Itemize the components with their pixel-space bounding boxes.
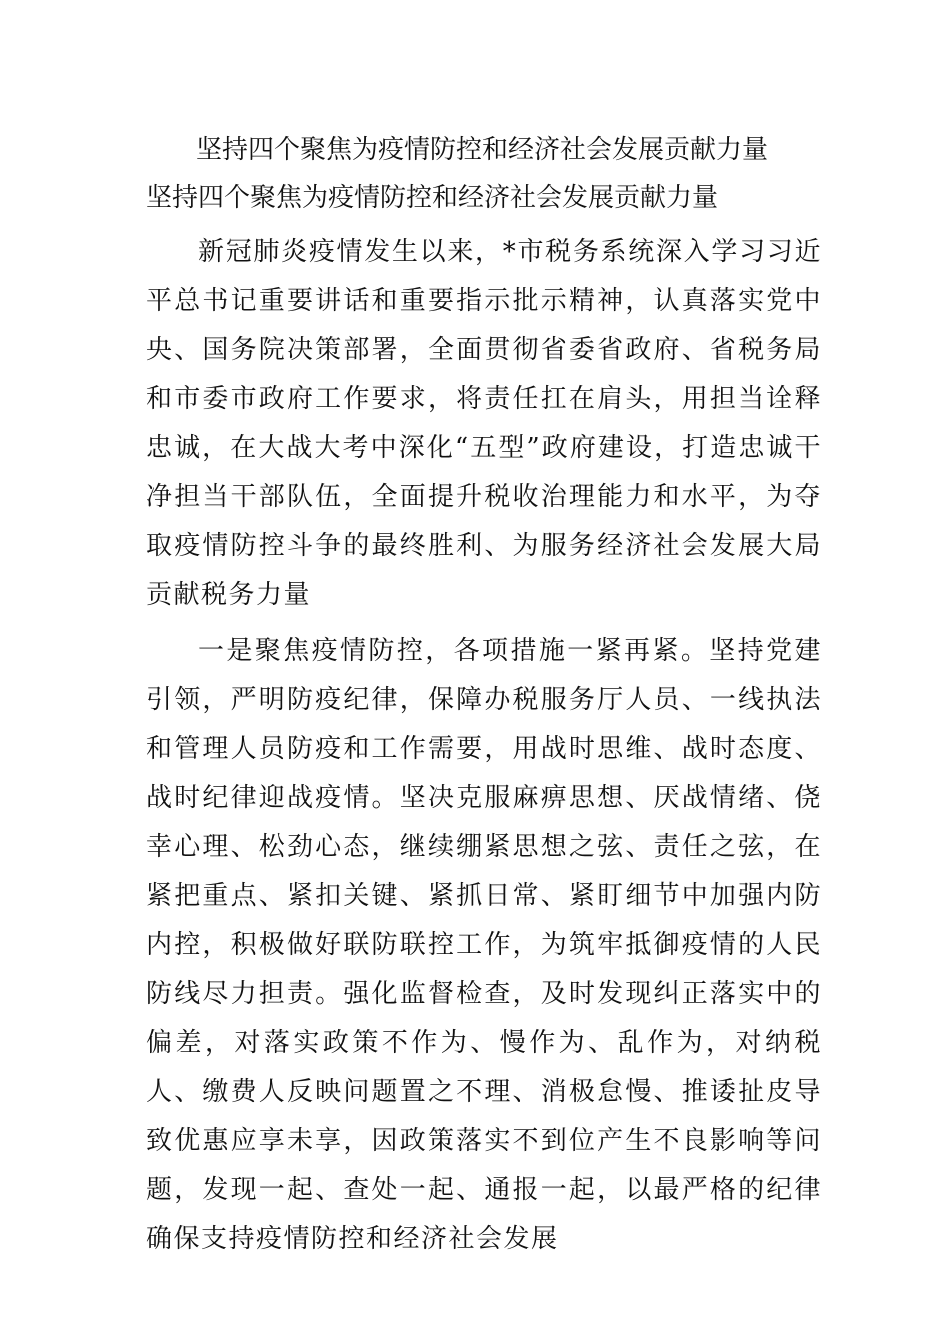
document-title: 坚持四个聚焦为疫情防控和经济社会发展贡献力量 [196,135,769,165]
paragraph-intro: 新冠肺炎疫情发生以来，*市税务系统深入学习习近平总书记重要讲话和重要指示批示精神，认真落实党中央、国务院决策部署，全面贯彻省委省政府、省税务局和市委市政府工作要求，将责任扛在肩头，用担当诠释忠诚，在大战大考中深化“五型”政府建设，打造忠诚干净担当干部队伍，全面提升税收治理能力和水平，为夺取疫情防控斗争的最终胜利、为服务经济社会发展大局贡献税务力量 [146,237,822,610]
paragraph-point-one: 一是聚焦疫情防控，各项措施一紧再紧。坚持党建引领，严明防疫纪律，保障办税服务厅人员、一线执法和管理人员防疫和工作需要，用战时思维、战时态度、战时纪律迎战疫情。坚决克服麻痹思想、厌战情绪、侥幸心理、松劲心态，继续绷紧思想之弦、责任之弦，在紧把重点、紧扣关键、紧抓日常、紧盯细节中加强内防内控，积极做好联防联控工作，为筑牢抵御疫情的人民防线尽力担责。强化监督检查，及时发现纠正落实中的偏差，对落实政策不作为、慢作为、乱作为，对纳税人、缴费人反映问题置之不理、消极怠慢、推诿扯皮导致优惠应享未享，因政策落实不到位产生不良影响等问题，发现一起、查处一起、通报一起，以最严格的纪律确保支持疫情防控和经济社会发展 [146,636,822,1254]
document-subtitle: 坚持四个聚焦为疫情防控和经济社会发展贡献力量 [146,183,719,213]
